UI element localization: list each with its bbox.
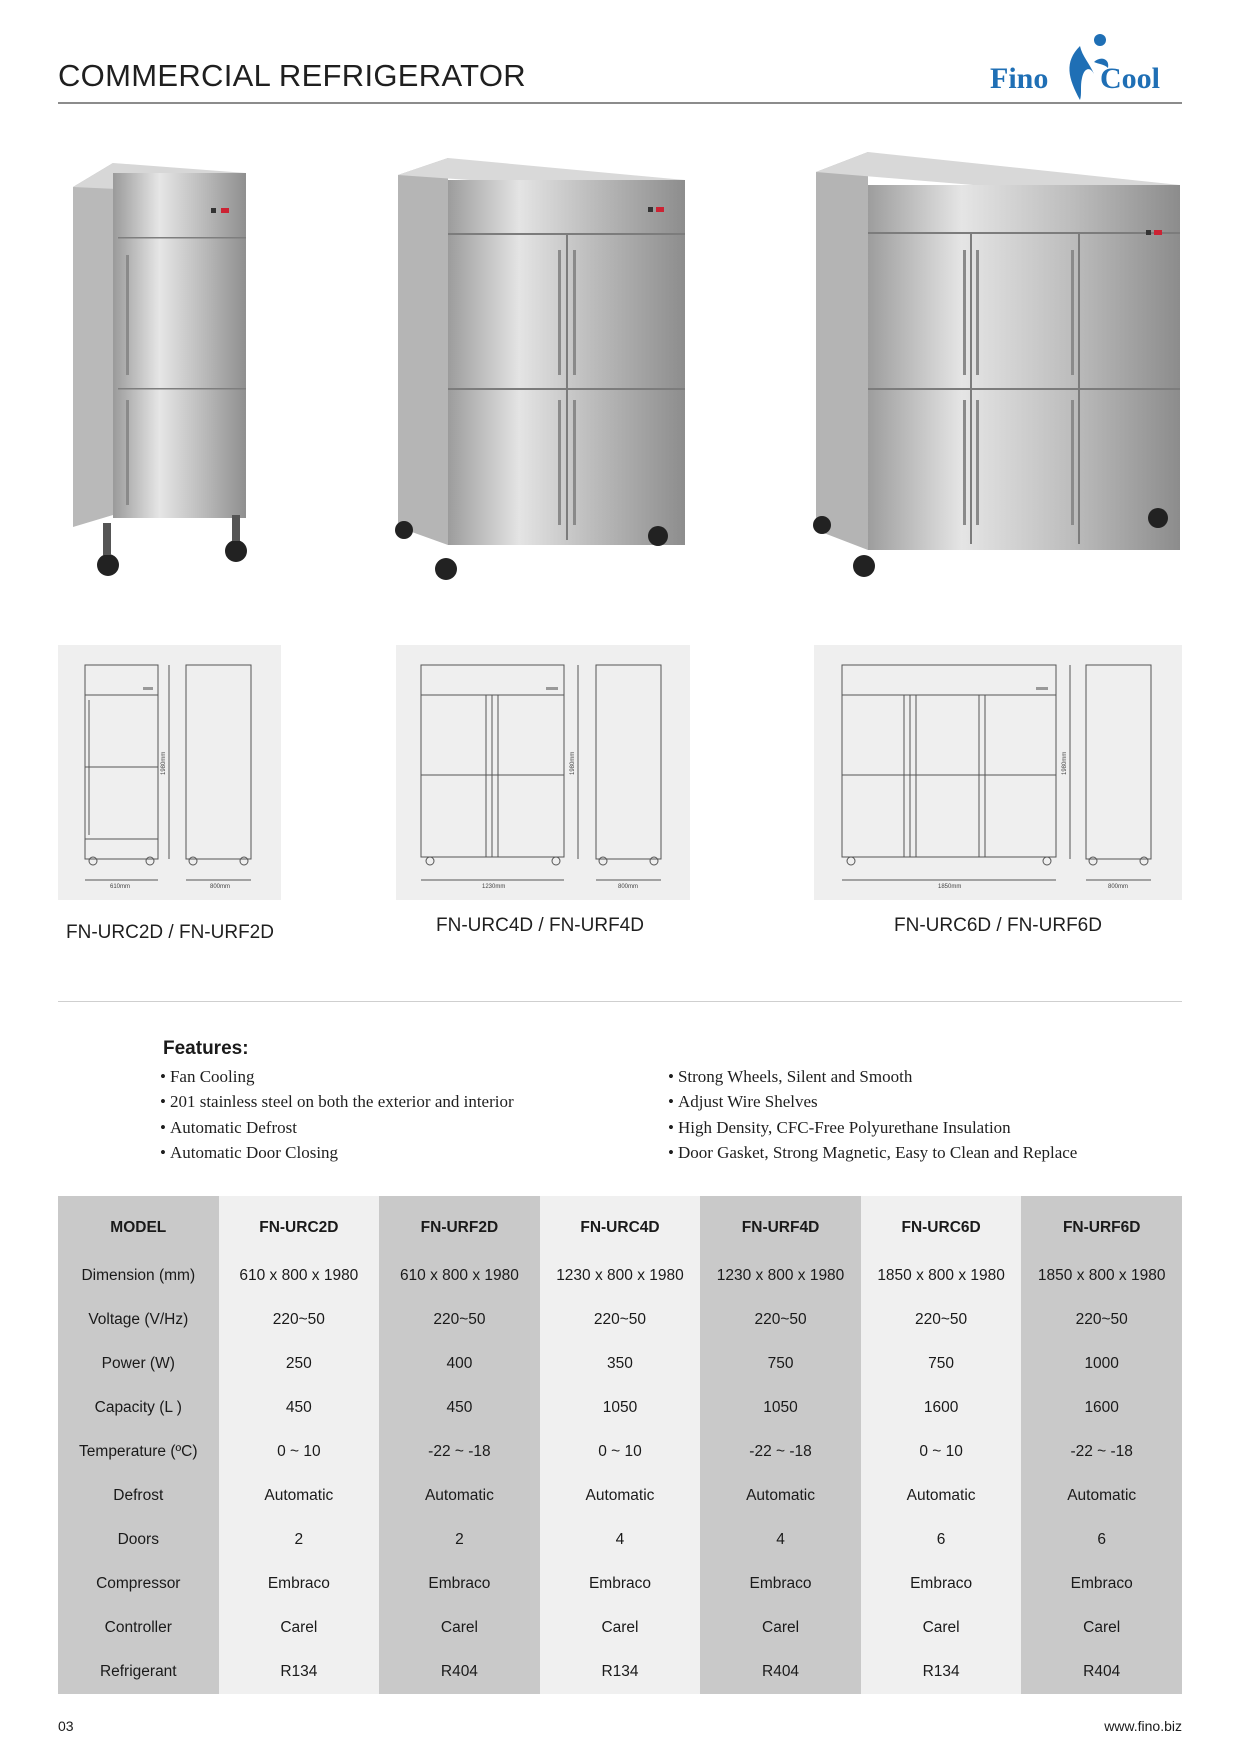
table-row [58,1562,1182,1606]
brand-name-left: Fino [990,62,1049,95]
table-cell: 220~50 [540,1298,701,1342]
table-cell: R404 [379,1650,540,1694]
table-cell: 1230 x 800 x 1980 [540,1254,701,1298]
features-list-left [160,1064,640,1165]
table-cell: Carel [700,1606,861,1650]
spec-table [58,1196,1182,1694]
table-row [58,1430,1182,1474]
table-cell: -22 ~ -18 [379,1430,540,1474]
row-label: Refrigerant [58,1650,219,1694]
feature-item: • Strong Wheels, Silent and Smooth [668,1067,913,1086]
table-row [58,1386,1182,1430]
table-cell: Carel [861,1606,1022,1650]
table-cell: 1600 [861,1386,1022,1430]
row-label: Capacity (L ) [58,1386,219,1430]
table-header-model-name: FN-URF6D [1021,1196,1182,1254]
table-header-model-name: FN-URF2D [379,1196,540,1254]
table-cell: R134 [219,1650,380,1694]
table-cell: Embraco [219,1562,380,1606]
table-cell: 1600 [1021,1386,1182,1430]
table-cell: R404 [700,1650,861,1694]
table-cell: 2 [219,1518,380,1562]
table-cell: Embraco [700,1562,861,1606]
table-header-model-name: FN-URF4D [700,1196,861,1254]
table-cell: 220~50 [700,1298,861,1342]
product-photo-4-door [390,155,690,585]
table-cell: R134 [540,1650,701,1694]
table-cell: -22 ~ -18 [1021,1430,1182,1474]
width-dimension: 1850mm [938,884,962,890]
product-photo-6-door [808,150,1188,585]
table-cell: 220~50 [1021,1298,1182,1342]
diagram-6-door [814,645,1182,900]
row-label: Dimension (mm) [58,1254,219,1298]
table-cell: 1050 [540,1386,701,1430]
feature-item: • Fan Cooling [160,1067,255,1086]
product-label-6-door: FN-URC6D / FN-URF6D [894,915,1102,936]
table-cell: Carel [1021,1606,1182,1650]
table-cell: Embraco [540,1562,701,1606]
row-label: Controller [58,1606,219,1650]
table-cell: Carel [219,1606,380,1650]
table-cell: R134 [861,1650,1022,1694]
feature-item: • 201 stainless steel on both the exterior and interior [160,1092,514,1112]
table-row [58,1254,1182,1298]
table-cell: Embraco [379,1562,540,1606]
table-cell: Automatic [1021,1474,1182,1518]
table-cell: Carel [540,1606,701,1650]
diagram-4-door [396,645,690,900]
table-cell: 2 [379,1518,540,1562]
table-row [58,1518,1182,1562]
spec-table-header [58,1196,1182,1254]
table-cell: 6 [1021,1518,1182,1562]
table-header-model-name: FN-URC2D [219,1196,380,1254]
depth-dimension: 800mm [1108,884,1129,890]
product-photo-2-door [68,155,258,585]
table-header-model-name: FN-URC6D [861,1196,1022,1254]
features-list-right [668,1064,1148,1165]
product-label-4-door: FN-URC4D / FN-URF4D [436,915,644,936]
website-url: www.fino.biz [1104,1718,1182,1734]
spec-table-body [58,1254,1182,1694]
table-cell: 750 [861,1342,1022,1386]
table-cell: 220~50 [219,1298,380,1342]
table-header-model: MODEL [58,1196,219,1254]
table-cell: 610 x 800 x 1980 [379,1254,540,1298]
feature-item: • Door Gasket, Strong Magnetic, Easy to Clean and Replace [668,1142,1078,1162]
height-dimension: 1980mm [1062,751,1068,775]
table-cell: 610 x 800 x 1980 [219,1254,380,1298]
table-cell: 0 ~ 10 [219,1430,380,1474]
table-cell: 220~50 [379,1298,540,1342]
table-cell: 6 [861,1518,1022,1562]
water-drop-icon [1094,34,1106,46]
table-cell: R404 [1021,1650,1182,1694]
width-dimension: 610mm [110,884,131,890]
table-cell: 400 [379,1342,540,1386]
table-cell: 0 ~ 10 [540,1430,701,1474]
table-cell: 0 ~ 10 [861,1430,1022,1474]
table-cell: 1230 x 800 x 1980 [700,1254,861,1298]
table-cell: 350 [540,1342,701,1386]
table-cell: 450 [219,1386,380,1430]
features-title: Features: [163,1038,249,1059]
feature-item: • Automatic Door Closing [160,1142,339,1162]
row-label: Doors [58,1518,219,1562]
table-cell: Embraco [1021,1562,1182,1606]
width-dimension: 1230mm [482,884,506,890]
table-cell: 1050 [700,1386,861,1430]
table-row [58,1474,1182,1518]
droplet-icon [1069,46,1094,100]
table-cell: Carel [379,1606,540,1650]
table-cell: Automatic [700,1474,861,1518]
page-number: 03 [58,1718,74,1734]
table-cell: -22 ~ -18 [700,1430,861,1474]
table-cell: Automatic [219,1474,380,1518]
height-dimension: 1980mm [161,751,167,775]
table-cell: 450 [379,1386,540,1430]
table-cell: Automatic [540,1474,701,1518]
row-label: Compressor [58,1562,219,1606]
table-cell: 220~50 [861,1298,1022,1342]
table-cell: Embraco [861,1562,1022,1606]
row-label: Voltage (V/Hz) [58,1298,219,1342]
depth-dimension: 800mm [210,884,231,890]
brand-logo [990,26,1190,106]
feature-item: • Automatic Defrost [160,1117,297,1137]
table-row [58,1342,1182,1386]
section-divider [58,1001,1182,1002]
diagram-2-door-drawing [58,645,281,900]
table-cell: Automatic [861,1474,1022,1518]
feature-item: • Adjust Wire Shelves [668,1092,818,1112]
table-cell: 750 [700,1342,861,1386]
diagram-6-door-drawing [814,645,1182,900]
table-cell: Automatic [379,1474,540,1518]
page-title: COMMERCIAL REFRIGERATOR [58,58,526,93]
feature-item: • High Density, CFC-Free Polyurethane Insulation [668,1117,1011,1137]
height-dimension: 1980mm [570,751,576,775]
product-label-2-door: FN-URC2D / FN-URF2D [66,922,274,943]
table-row [58,1298,1182,1342]
row-label: Temperature (ºC) [58,1430,219,1474]
table-cell: 1000 [1021,1342,1182,1386]
brand-name-right: Cool [1100,62,1160,95]
table-cell: 4 [700,1518,861,1562]
row-label: Defrost [58,1474,219,1518]
table-cell: 250 [219,1342,380,1386]
table-cell: 1850 x 800 x 1980 [861,1254,1022,1298]
depth-dimension: 800mm [618,884,639,890]
table-header-model-name: FN-URC4D [540,1196,701,1254]
diagram-2-door [58,645,281,900]
table-cell: 4 [540,1518,701,1562]
row-label: Power (W) [58,1342,219,1386]
diagram-4-door-drawing [396,645,690,900]
table-row [58,1606,1182,1650]
table-row [58,1650,1182,1694]
table-cell: 1850 x 800 x 1980 [1021,1254,1182,1298]
